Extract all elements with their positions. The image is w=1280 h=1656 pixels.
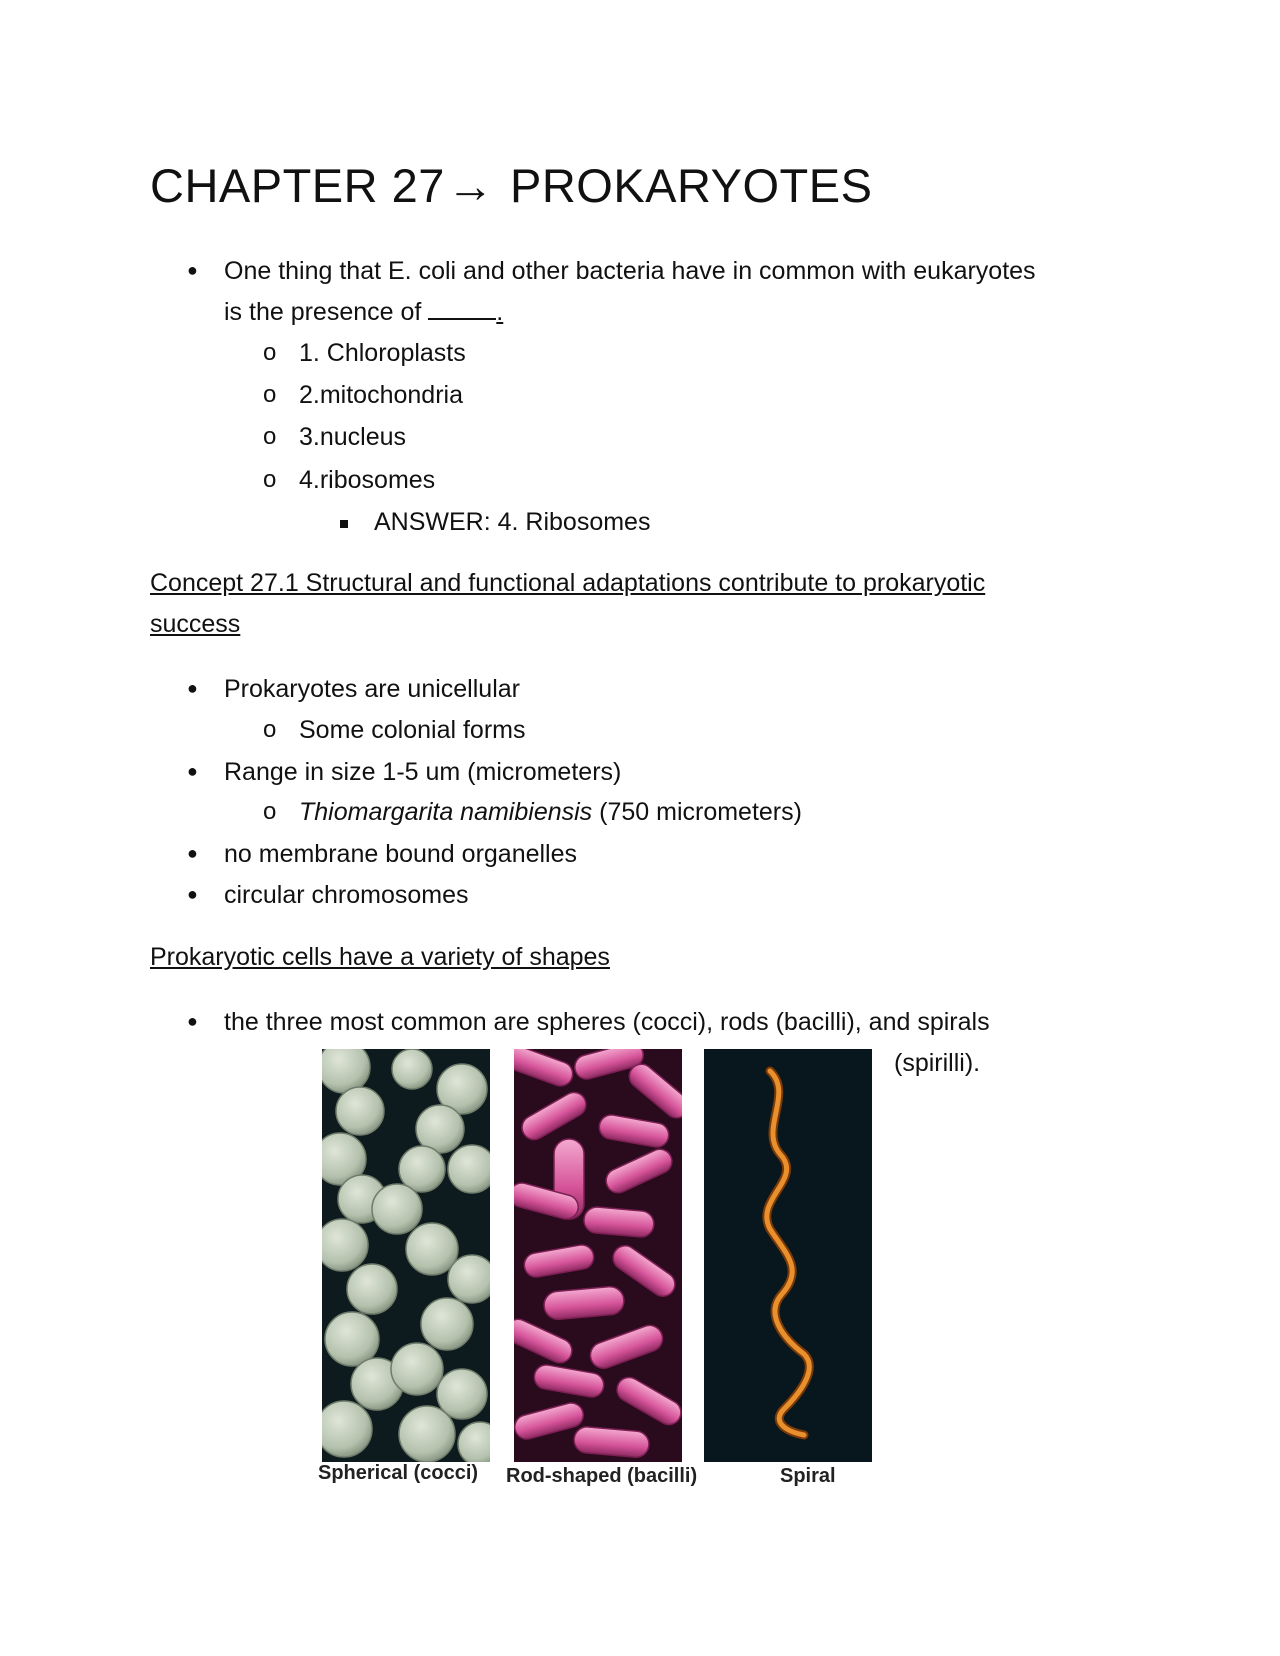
spiral-micrograph (704, 1049, 872, 1462)
bullet-icon: ● (187, 884, 198, 904)
bacilli-micrograph (514, 1049, 682, 1462)
sub-bullet-colonial: Some colonial forms (299, 716, 526, 744)
bullet-icon: ● (187, 843, 198, 863)
bullet-circular: circular chromosomes (224, 881, 469, 909)
shapes-line-2: (spirilli). (894, 1049, 981, 1077)
bullet-no-membrane: no membrane bound organelles (224, 840, 578, 868)
circle-bullet-icon: o (263, 339, 277, 366)
circle-bullet-icon: o (263, 466, 277, 493)
square-bullet-icon (340, 520, 348, 528)
title-chapter: CHAPTER 27 (150, 159, 445, 212)
question-line-2-text: is the presence of (224, 298, 422, 326)
species-name: Thiomargarita namibiensis (299, 798, 593, 826)
question-period: . (496, 298, 504, 326)
caption-cocci: Spherical (cocci) (318, 1462, 479, 1484)
answer-blank (428, 294, 496, 320)
circle-bullet-icon: o (263, 381, 277, 408)
arrow-icon: → (446, 159, 495, 212)
title-topic: PROKARYOTES (509, 159, 873, 212)
bullet-icon: ● (187, 678, 198, 698)
species-size: (750 micrometers) (592, 798, 802, 826)
caption-spiral: Spiral (780, 1465, 836, 1487)
cocci-image (322, 1049, 490, 1462)
shapes-heading: Prokaryotic cells have a variety of shapes (150, 943, 610, 971)
option-3: 3.nucleus (299, 423, 407, 451)
page-title (150, 158, 872, 213)
concept-heading-line-1: Concept 27.1 Structural and functional adaptations contribute to prokaryotic (150, 569, 986, 597)
circle-bullet-icon: o (263, 423, 277, 450)
circle-bullet-icon: o (263, 716, 277, 743)
bullet-unicellular: Prokaryotes are unicellular (224, 675, 520, 703)
bullet-size-range: Range in size 1-5 um (micrometers) (224, 758, 622, 786)
shapes-line-1: the three most common are spheres (cocci), rods (bacilli), and spirals (224, 1008, 990, 1036)
bullet-icon: ● (187, 1011, 198, 1031)
circle-bullet-icon: o (263, 798, 277, 825)
question-line-2 (224, 292, 503, 333)
bullet-icon: ● (187, 260, 198, 280)
caption-bacilli: Rod-shaped (bacilli) (506, 1465, 698, 1487)
sub-bullet-thiomargarita (299, 792, 802, 833)
option-2: 2.mitochondria (299, 381, 463, 409)
answer-text: ANSWER: 4. Ribosomes (374, 508, 651, 536)
option-4: 4.ribosomes (299, 466, 436, 494)
spiral-image (704, 1049, 872, 1462)
option-1: 1. Chloroplasts (299, 339, 466, 367)
bacilli-image (514, 1049, 682, 1462)
question-line-1: One thing that E. coli and other bacteria have in common with eukaryotes (224, 257, 1036, 285)
cocci-micrograph (322, 1049, 490, 1462)
concept-heading-line-2: success (150, 610, 241, 638)
bullet-icon: ● (187, 761, 198, 781)
